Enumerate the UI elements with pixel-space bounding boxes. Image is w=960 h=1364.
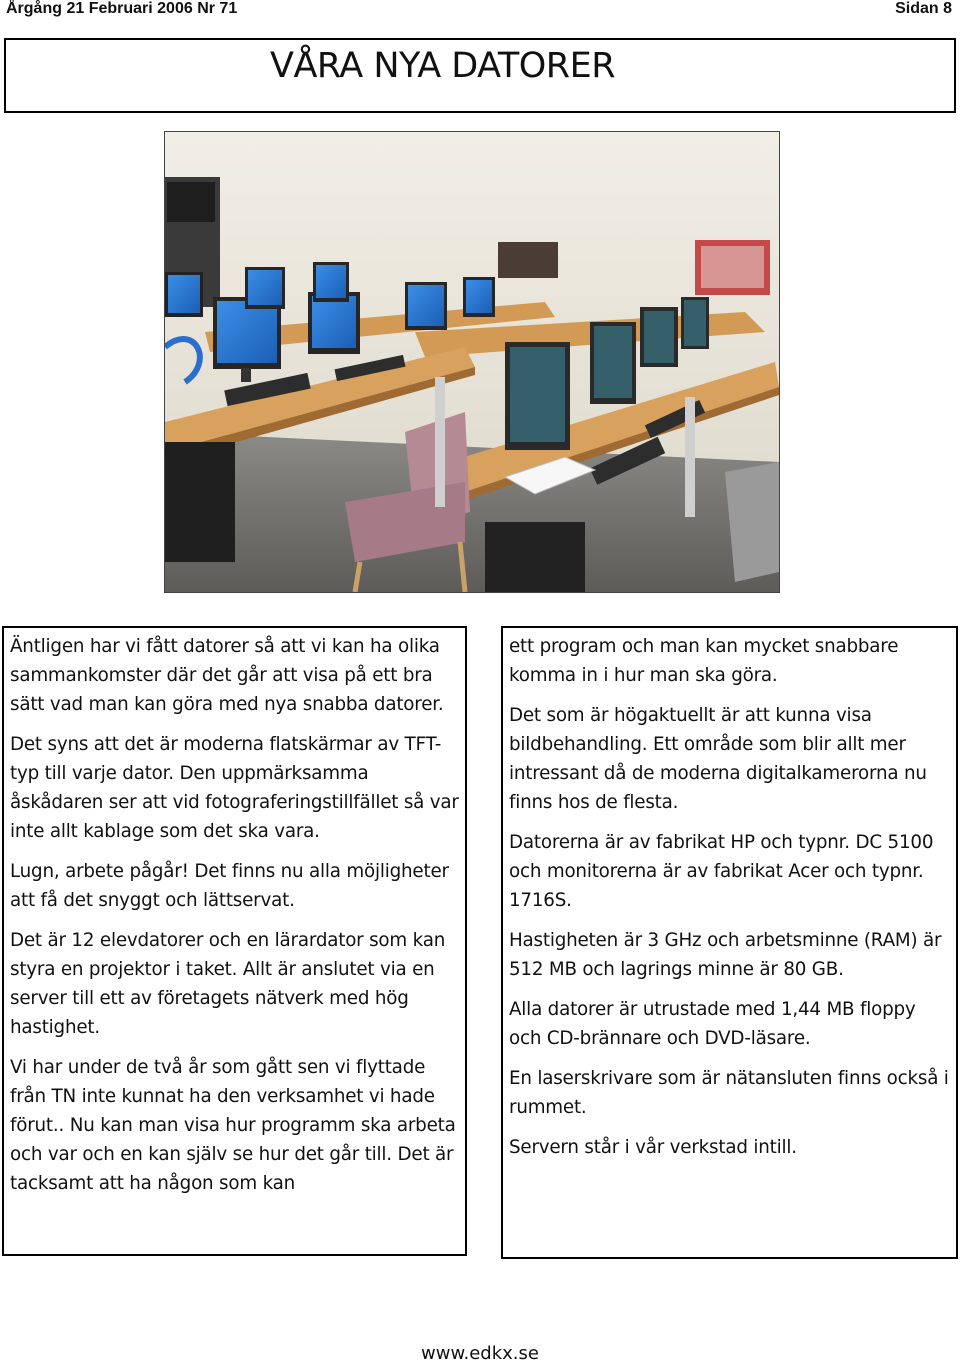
footer-website-link[interactable]: www.edkx.se (421, 1343, 539, 1364)
paragraph: Lugn, arbete pågår! Det finns nu alla möjligheter att få det snyggt och lättservat. (10, 861, 449, 911)
paragraph: Alla datorer är utrustade med 1,44 MB floppy och CD-brännare och DVD-läsare. (509, 999, 916, 1049)
paragraph: Servern står i vår verkstad intill. (509, 1137, 797, 1158)
computer-room-photo (164, 131, 780, 593)
left-column (2, 626, 467, 1256)
paragraph: Vi har under de två år som gått sen vi flyttade från TN inte kunnat ha den verksamhet vi hade förut.. Nu kan man visa hur programm ska arbeta och var och en kan själv se hur det går till. Det är tacksamt att ha någon som kan (10, 1057, 456, 1194)
right-column (501, 626, 958, 1259)
computer-room-illustration (165, 132, 779, 592)
paragraph: Äntligen har vi fått datorer så att vi kan ha olika sammankomster där det går att visa på ett bra sätt vad man kan göra med nya snabba datorer. (10, 636, 444, 715)
header-page-number: Sidan 8 (895, 0, 952, 17)
paragraph: Det är 12 elevdatorer och en lärardator som kan styra en projektor i taket. Allt är anslutet via en server till ett av företagets nätverk med hög hastighet. (10, 930, 446, 1038)
paragraph: Det syns att det är moderna flatskärmar av TFT-typ till varje dator. Den uppmärksamma åskådaren ser att vid fotograferingstillfället så var inte allt kablage som det ska vara. (10, 734, 459, 842)
paragraph: Hastigheten är 3 GHz och arbetsminne (RAM) är 512 MB och lagrings minne är 80 GB. (509, 930, 942, 980)
paragraph: Det som är högaktuellt är att kunna visa bildbehandling. Ett område som blir allt mer intressant då de moderna digitalkamerorna nu finns hos de flesta. (509, 705, 927, 813)
page-title: VÅRA NYA DATORER (270, 46, 616, 86)
paragraph: ett program och man kan mycket snabbare komma in i hur man ska göra. (509, 636, 899, 686)
header-issue-info: Årgång 21 Februari 2006 Nr 71 (6, 0, 238, 17)
paragraph: En laserskrivare som är nätansluten finns också i rummet. (509, 1068, 949, 1118)
paragraph: Datorerna är av fabrikat HP och typnr. DC 5100 och monitorerna är av fabrikat Acer och typnr. 1716S. (509, 832, 934, 911)
